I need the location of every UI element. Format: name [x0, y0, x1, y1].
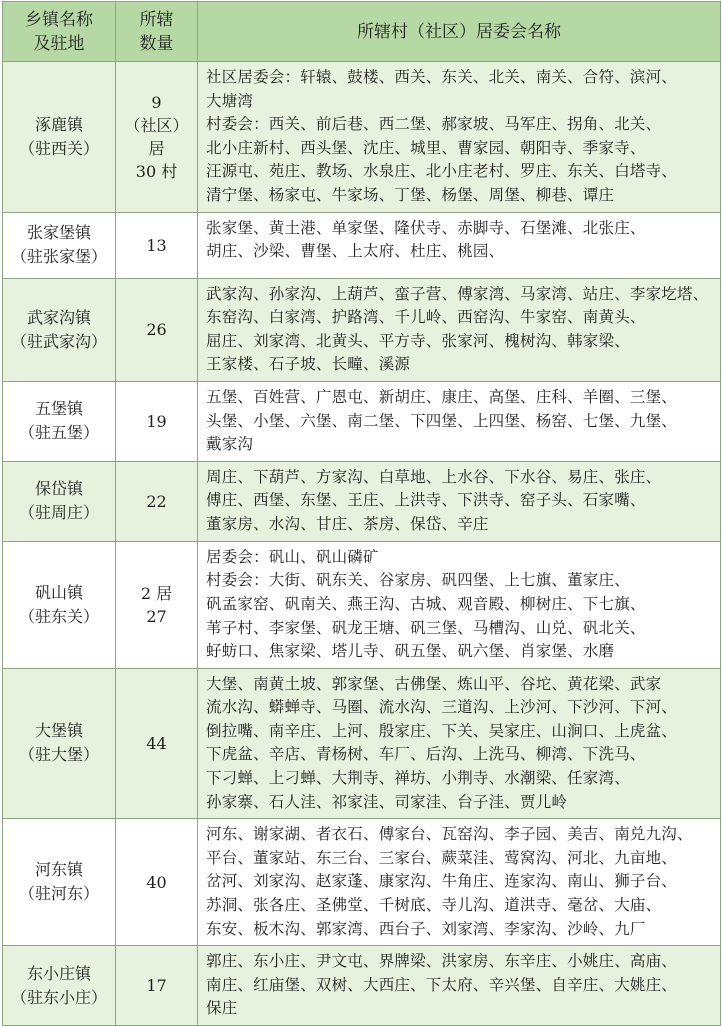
village-list-line: 保庄: [206, 999, 238, 1018]
township-name-cell: [3, 62, 116, 213]
township-seat: （驻西关）: [18, 138, 99, 158]
village-list-line: 戴家沟: [206, 435, 254, 454]
township-name-cell: [3, 946, 116, 1026]
village-list-cell: [198, 541, 721, 668]
village-count-cell: [116, 212, 198, 278]
township-name: 保岱镇: [34, 479, 83, 499]
village-list-line: 东安、板木沟、郭家湾、西台子、刘家湾、李家沟、沙岭、九厂: [206, 919, 646, 938]
township-name: 矾山镇: [34, 582, 83, 602]
township-table: [2, 1, 721, 1026]
township-name-cell: [3, 278, 116, 381]
village-count-line: 居: [148, 138, 165, 158]
township-seat: （驻河东）: [18, 884, 99, 904]
township-name: 大堡镇: [34, 721, 83, 741]
township-seat: （驻武家沟）: [10, 331, 107, 351]
village-list-line: 郭庄、东小庄、尹文屯、界牌梁、洪家房、东辛庄、小姚庄、高庙、: [206, 952, 678, 971]
township-name-cell: [3, 212, 116, 278]
header-count-line1: 所辖: [139, 9, 174, 30]
village-list-cell: [198, 819, 721, 946]
village-list-cell: [198, 668, 721, 819]
header-villages: [198, 2, 721, 62]
village-count-line: 2 居: [140, 583, 173, 603]
township-name: 武家沟镇: [26, 307, 91, 327]
village-list-line: 矾孟家窑、矾南关、燕王沟、古城、观音殿、柳树庄、下七旗、: [206, 594, 646, 613]
village-list-line: 武家沟、孙家沟、上葫芦、蛮子营、傅家湾、马家湾、站庄、李家圪塔、: [206, 284, 709, 303]
village-count-line: 30 村: [135, 161, 178, 181]
township-name: 张家堡镇: [26, 223, 91, 243]
village-count-cell: [116, 381, 198, 461]
table-row: [3, 541, 721, 668]
village-count-cell: [116, 541, 198, 668]
table-row: [3, 819, 721, 946]
village-list-line: 屈庄、刘家湾、北黄头、平方寺、张家河、槐树沟、韩家梁、: [206, 331, 630, 350]
township-name-cell: [3, 819, 116, 946]
village-count-line: 40: [146, 872, 167, 892]
township-seat: （驻东关）: [18, 606, 99, 626]
village-list-line: 张家堡、黄土港、单家堡、隆伏寺、赤脚寺、石堡滩、北张庄、: [206, 218, 646, 237]
village-list-line: 社区居委会：轩辕、鼓楼、西关、东关、北关、南关、合符、滨河、: [206, 68, 678, 86]
township-name-cell: [3, 461, 116, 541]
village-list-line: 董家房、水沟、甘庄、茶房、保岱、辛庄: [206, 514, 489, 533]
village-list-line: 傅庄、西堡、东堡、王庄、上洪寺、下洪寺、窑子头、石家嘴、: [206, 491, 646, 510]
village-count-line: 17: [146, 976, 167, 996]
village-list-line: 五堡、百姓营、广恩屯、新胡庄、康庄、高堡、庄科、羊圈、三堡、: [206, 387, 678, 406]
village-list-line: 汪源屯、苑庄、教场、水泉庄、北小庄老村、罗庄、东关、白塔寺、: [206, 162, 678, 181]
table-header-row: [3, 2, 721, 62]
village-list-line: 清宁堡、杨家屯、牛家场、丁堡、杨堡、周堡、柳巷、谭庄: [206, 185, 615, 204]
township-seat: （驻大堡）: [18, 745, 99, 765]
village-list-line: 大塘湾: [206, 91, 254, 110]
village-list-line: 孙家寨、石人洼、祁家洼、司家洼、台子洼、贾儿岭: [206, 792, 568, 811]
village-list-cell: [198, 278, 721, 381]
village-list-line: 苏洞、张各庄、圣佛堂、千树底、寺儿沟、道洪寺、毫岔、大庙、: [206, 896, 662, 915]
village-list-cell: [198, 212, 721, 278]
village-list-cell: [198, 946, 721, 1026]
village-list-line: 头堡、小堡、六堡、南二堡、下四堡、上四堡、杨窑、七堡、九堡、: [206, 411, 678, 430]
village-list-line: 大堡、南黄土坡、郭家堡、古佛堡、炼山平、谷坨、黄花梁、武家: [206, 674, 662, 693]
township-seat: （驻五堡）: [18, 423, 99, 443]
township-name-cell: [3, 541, 116, 668]
village-count-line: 44: [146, 733, 167, 753]
village-list-line: 下刁蝉、上刁蝉、大荆寺、禅坊、小荆寺、水潮梁、任家湾、: [206, 769, 630, 788]
table-row: [3, 381, 721, 461]
village-list-line: 北小庄新村、西头堡、沈庄、城里、曹家园、朝阳寺、季家寺、: [206, 138, 646, 157]
village-list-cell: [198, 461, 721, 541]
village-list-line: 东窑沟、白家湾、护路湾、千儿岭、西窑沟、牛家窑、南黄头、: [206, 308, 646, 327]
header-count: [116, 2, 198, 62]
table-row: [3, 212, 721, 278]
village-count-cell: [116, 668, 198, 819]
header-villages-label: 所辖村（社区）居委会名称: [357, 21, 561, 42]
township-seat: （驻张家堡）: [10, 247, 107, 267]
township-name: 涿鹿镇: [34, 114, 83, 134]
header-township-name: [3, 2, 116, 62]
table-row: [3, 668, 721, 819]
village-list-line: 河东、谢家湖、者衣石、傅家台、瓦窑沟、李子园、美吉、南兑九沟、: [206, 825, 693, 844]
village-list-line: 平台、董家站、东三台、三家台、蕨菜洼、莺窝沟、河北、九亩地、: [206, 848, 678, 867]
village-list-line: 倒拉嘴、南辛庄、上河、殷家庄、下关、吴家庄、山涧口、上虎盆、: [206, 721, 678, 740]
village-list-line: 村委会：大街、矾东关、谷家房、矾四堡、上七旗、董家庄、: [206, 571, 630, 590]
table-row: [3, 278, 721, 381]
village-count-line: 9: [151, 92, 162, 112]
village-list-line: 居委会：矾山、矾山磷矿: [206, 547, 379, 566]
village-count-line: 19: [146, 411, 167, 431]
village-count-line: 13: [146, 235, 167, 255]
village-list-line: 周庄、下葫芦、方家沟、白草地、上水谷、下水谷、易庄、张庄、: [206, 467, 662, 486]
village-list-line: 下虎盆、辛店、青杨树、车厂、后沟、上洗马、柳湾、下洗马、: [206, 745, 646, 764]
village-list-cell: [198, 62, 721, 213]
village-count-cell: [116, 819, 198, 946]
village-list-line: 虸蚄口、焦家梁、塔儿寺、矾五堡、矾六堡、肖家堡、水磨: [206, 642, 615, 661]
township-name: 五堡镇: [34, 399, 83, 419]
village-list-line: 苇子村、李家堡、矾龙王塘、矾三堡、马槽沟、山兑、矾北关、: [206, 618, 646, 637]
village-list-line: 流水沟、蟒蝉寺、马圈、流水沟、三道沟、上沙河、下沙河、下河、: [206, 698, 678, 717]
township-name: 东小庄镇: [26, 963, 91, 983]
village-count-cell: [116, 946, 198, 1026]
village-count-cell: [116, 62, 198, 213]
village-count-line: （社区）: [124, 115, 189, 135]
township-name-cell: [3, 381, 116, 461]
village-list-line: 村委会：西关、前后巷、西二堡、郝家坡、马军庄、拐角、北关、: [206, 115, 662, 134]
village-list-line: 南庄、红庙堡、双树、大西庄、下太府、辛兴堡、自辛庄、大姚庄、: [206, 975, 678, 994]
header-count-line2: 数量: [139, 33, 174, 54]
table-row: [3, 946, 721, 1026]
table-row: [3, 62, 721, 213]
village-count-cell: [116, 278, 198, 381]
village-count-line: 26: [146, 320, 167, 340]
village-list-cell: [198, 381, 721, 461]
township-name-cell: [3, 668, 116, 819]
village-list-line: 岔河、刘家沟、赵家蓬、康家沟、牛角庄、连家沟、南山、狮子台、: [206, 872, 678, 891]
village-count-line: 22: [146, 491, 167, 511]
header-township-name-line1: 乡镇名称: [25, 9, 93, 30]
village-list-line: 胡庄、沙梁、曹堡、上太府、杜庄、桃园、: [206, 242, 505, 261]
township-seat: （驻周庄）: [18, 503, 99, 523]
table-row: [3, 461, 721, 541]
village-count-line: 27: [146, 606, 167, 626]
table-body: [3, 62, 721, 1026]
header-township-name-line2: 及驻地: [33, 33, 85, 54]
village-list-line: 王家楼、石子坡、长疃、溪源: [206, 355, 411, 374]
township-seat: （驻东小庄）: [10, 987, 107, 1007]
township-name: 河东镇: [34, 860, 83, 880]
village-count-cell: [116, 461, 198, 541]
